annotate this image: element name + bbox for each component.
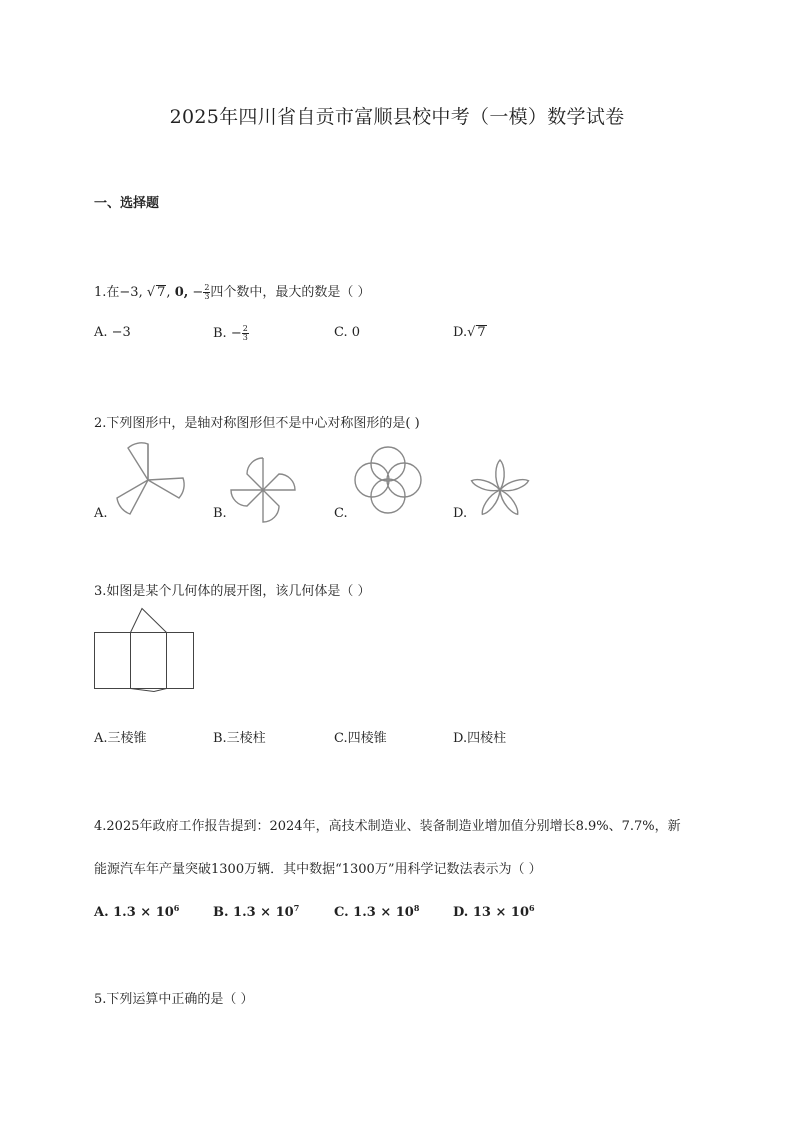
q1-fraction: $\frac{2}{3}$ <box>204 283 210 301</box>
q2-option-a-label[interactable]: A. <box>94 506 108 521</box>
question-2: 2.下列图形中，是轴对称图形但不是中心对称图形的是( ) <box>94 416 420 431</box>
q2-option-c-label[interactable]: C. <box>334 506 348 521</box>
q1-suffix: 四个数中，最大的数是（ ） <box>210 285 371 300</box>
question-4-line-2: 能源汽车年产量突破1300万辆．其中数据“1300万”用科学记数法表示为（ ） <box>94 862 542 877</box>
q2-option-b-label[interactable]: B. <box>213 506 227 521</box>
q4-option-d[interactable]: D. $13 \times 10^6$ <box>453 903 535 920</box>
q1-prefix: 1.在 <box>94 285 120 300</box>
q1-minus: − <box>192 285 204 300</box>
pinwheel-three-blade-figure <box>108 440 188 520</box>
q1-sqrt7: 7 <box>157 285 166 300</box>
question-1: 1.在−3, √ 7, 0, − $\frac{2}{3}$ 四个数中，最大的数是（ ） <box>94 283 371 301</box>
question-4-line-1: 4.2025年政府工作报告提到：2024年，高技术制造业、装备制造业增加值分别增长8.9%、7.7%，新 <box>94 819 681 834</box>
q3-option-b[interactable]: B.三棱柱 <box>213 731 266 746</box>
question-3: 3.如图是某个几何体的展开图，该几何体是（ ） <box>94 584 371 599</box>
q1-zero: 0, <box>174 285 189 300</box>
five-petal-flower-figure <box>468 458 532 520</box>
question-5: 5.下列运算中正确的是（ ） <box>94 992 254 1007</box>
four-circles-figure <box>350 442 426 518</box>
prism-net-figure <box>94 608 196 692</box>
q4-option-b[interactable]: B. $1.3 \times 10^7$ <box>213 903 300 920</box>
q1-option-c[interactable]: C. 0 <box>334 325 361 340</box>
q4-option-a[interactable]: A. $1.3 \times 10^6$ <box>94 903 180 920</box>
q2-option-d-label[interactable]: D. <box>453 506 468 521</box>
q1-option-a[interactable]: A. −3 <box>94 325 131 340</box>
q3-option-d[interactable]: D.四棱柱 <box>453 731 507 746</box>
q3-option-c[interactable]: C.四棱锥 <box>334 731 387 746</box>
q1-option-b[interactable]: B. − $\frac{2}{3}$ <box>213 324 248 342</box>
pinwheel-four-blade-figure <box>228 455 298 525</box>
section-heading: 一、选择题 <box>94 196 160 211</box>
q3-option-a[interactable]: A.三棱锥 <box>94 731 147 746</box>
q4-option-c[interactable]: C. $1.3 \times 10^8$ <box>334 903 420 920</box>
q1-option-d[interactable]: D.√ 7 <box>453 325 486 340</box>
page-title: 2025年四川省自贡市富顺县校中考（一模）数学试卷 <box>169 106 625 128</box>
q1-neg3: −3, <box>119 285 143 300</box>
